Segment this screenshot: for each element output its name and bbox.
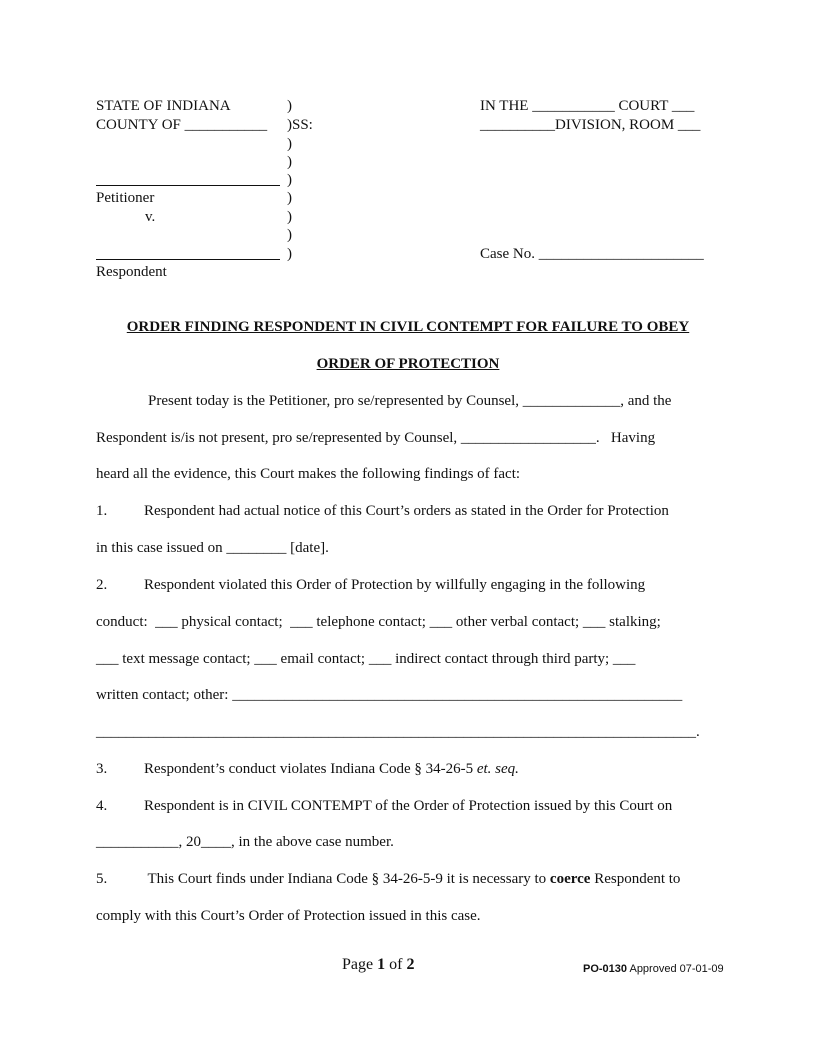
approved-date: Approved 07-01-09 [627,963,724,975]
respondent-label: Respondent [96,264,167,280]
finding-text: ________________________________________________________________________________. [96,724,700,740]
title-line-1: ORDER FINDING RESPONDENT IN CIVIL CONTEMPT FOR FAILURE TO OBEY [126,319,690,335]
finding-text: Respondent had actual notice of this Court’s orders as stated in the Order for Protection [144,503,669,519]
respondent-line [96,259,280,260]
finding-text: in this case issued on ________ [date]. [96,540,329,556]
court-label: IN THE ___________ COURT ___ [480,98,695,114]
finding-number: 5. [96,871,108,887]
form-id [583,960,724,978]
versus-label: v. [145,209,156,225]
finding-text: comply with this Court’s Order of Protection issued in this case. [96,908,481,924]
finding-text: Respondent is in CIVIL CONTEMPT of the Order of Protection issued by this Court on [144,798,673,814]
finding-number: 1. [96,503,108,519]
caption-paren: ) [287,98,292,114]
caption-paren: ) [287,227,292,243]
coerce-bold: coerce [549,871,591,887]
finding-text [144,870,680,888]
caption-paren: ) [287,246,292,262]
case-number: Case No. ______________________ [480,246,704,262]
caption-paren: ) [287,136,292,152]
finding-text-pre: This Court finds under Indiana Code § 34-26-5-9 it is necessary to [144,871,550,887]
finding-text: conduct: ___ physical contact; ___ telephone contact; ___ other verbal contact; ___ stalking; [96,614,661,630]
form-code: PO-0130 [583,963,628,975]
page-total: 2 [406,956,415,973]
finding-text-main: Respondent’s conduct violates Indiana Code § 34-26-5 [144,761,477,777]
finding-number: 4. [96,798,108,814]
finding-text: Respondent violated this Order of Protection by willfully engaging in the following [144,577,646,593]
caption-paren: ) [287,190,292,206]
division-label: __________DIVISION, ROOM ___ [480,117,701,133]
petitioner-label: Petitioner [96,190,155,206]
intro-line: heard all the evidence, this Court makes the following findings of fact: [96,466,521,482]
finding-text: ___ text message contact; ___ email contact; ___ indirect contact through third party; ___ [96,651,636,667]
page-of: of [385,956,407,973]
page-word: Page [342,956,378,973]
et-seq: et. seq. [476,761,519,777]
caption-paren: ) [287,172,292,188]
county-label: COUNTY OF ___________ [96,117,268,133]
title-line-2: ORDER OF PROTECTION [316,356,500,372]
finding-number: 3. [96,761,108,777]
caption-paren: ) [287,154,292,170]
ss-label: )SS: [287,117,313,133]
page-num: 1 [377,956,386,973]
finding-text: ___________, 20____, in the above case number. [96,834,394,850]
intro-line: Respondent is/is not present, pro se/represented by Counsel, __________________. Having [96,430,656,446]
intro-line: Present today is the Petitioner, pro se/represented by Counsel, _____________, and the [148,393,672,409]
finding-text-post: Respondent to [590,871,681,887]
petitioner-line [96,185,280,186]
page-number [342,956,414,974]
finding-number: 2. [96,577,108,593]
finding-text [144,760,519,778]
finding-text: written contact; other: ____________________________________________________________ [96,687,683,703]
state-label: STATE OF INDIANA [96,98,231,114]
caption-paren: ) [287,209,292,225]
